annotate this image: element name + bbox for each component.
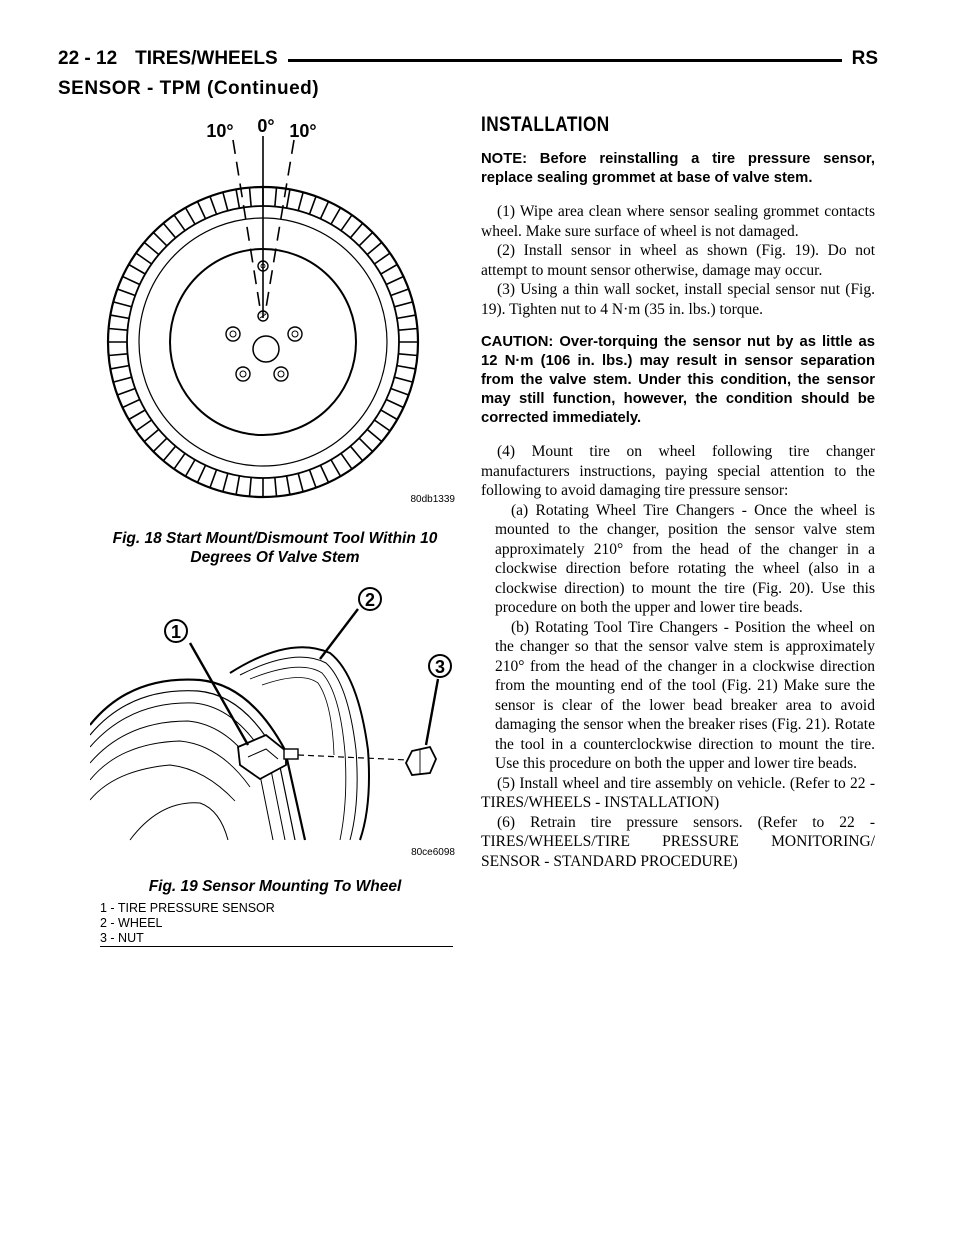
tread-mark xyxy=(298,192,303,210)
tread-mark xyxy=(210,470,216,488)
lug-hole xyxy=(274,367,288,381)
callout-1-label: 1 xyxy=(170,622,182,642)
tread-mark xyxy=(350,446,362,461)
tread-mark xyxy=(331,460,341,476)
tread-mark xyxy=(249,477,251,496)
caption-line: Fig. 18 Start Mount/Dismount Tool Within 10 xyxy=(112,530,438,547)
tread-mark xyxy=(123,276,140,284)
tread-mark xyxy=(117,289,135,295)
step-4a: (a) Rotating Wheel Tire Changers - Once the wheel is mounted to the changer, position the sensor valve stem approximately 210° from the head of the changer in a clockwise direction before rotating the wheel (also in a clockwise direction) to mount the tire (Fig. 20). Use this procedure on both the upper and lower tire beads. xyxy=(495,501,875,617)
tread-mark xyxy=(186,460,196,476)
right-ten-degree-dashed-line xyxy=(265,140,294,314)
tread-mark xyxy=(153,438,166,451)
callout-3-leader xyxy=(426,679,438,745)
tread-mark xyxy=(123,399,140,407)
legend-rule xyxy=(100,946,453,947)
tread-mark xyxy=(136,420,152,431)
tread-mark xyxy=(110,366,129,369)
left-ten-degree-dashed-line xyxy=(233,140,261,314)
lug-hole xyxy=(236,367,250,381)
tread-mark xyxy=(298,473,303,491)
legend-item: 3 - NUT xyxy=(100,931,144,945)
valve-stem-dashed-line xyxy=(298,755,408,760)
tread-mark xyxy=(197,465,205,482)
tread-mark xyxy=(381,265,397,275)
tread-mark xyxy=(109,328,128,330)
tread-mark xyxy=(113,377,131,382)
tread-mark xyxy=(144,242,159,254)
tread-mark xyxy=(367,429,382,441)
tread-mark xyxy=(359,438,372,451)
step-6: (6) Retrain tire pressure sensors. (Refer to 22 - TIRES/WHEELS/TIRE PRESSURE MONITORING/ SENSOR - STANDARD PROCEDURE) xyxy=(481,813,875,870)
tread-mark xyxy=(320,465,328,482)
tread-mark xyxy=(394,302,412,307)
tread-mark xyxy=(144,429,159,441)
installation-section xyxy=(481,112,875,871)
callout-2-label: 2 xyxy=(364,590,376,610)
tread-mark xyxy=(129,410,145,420)
tread-mark xyxy=(397,366,416,369)
tread-mark xyxy=(310,470,316,488)
step-2: (2) Install sensor in wheel as shown (Fig. 19). Do not attempt to mount sensor otherwise, damage may occur. xyxy=(481,242,875,279)
page-number: 22 - 12 xyxy=(58,48,118,69)
tread-mark xyxy=(113,302,131,307)
callout-2-leader xyxy=(320,609,358,659)
step-1: (1) Wipe area clean where sensor sealing grommet contacts wheel. Make sure surface of wheel is not damaged. xyxy=(481,203,875,240)
tread-mark xyxy=(275,477,277,496)
tread-mark xyxy=(110,315,129,318)
note-paragraph: NOTE: Before reinstalling a tire pressure sensor, replace sealing grommet at base of valve stem. xyxy=(481,151,875,187)
tread-mark xyxy=(374,253,390,264)
tread-mark xyxy=(275,188,277,207)
callout-3-label: 3 xyxy=(434,657,446,677)
tread-mark xyxy=(210,196,216,214)
tread-mark xyxy=(381,410,397,420)
sensor-nut-icon xyxy=(406,747,436,775)
step-3: (3) Using a thin wall socket, install special sensor nut (Fig. 19). Tighten nut to 4 N·m (35 in. lbs.) torque. xyxy=(481,281,875,318)
page-header xyxy=(58,44,878,74)
tread-mark xyxy=(341,215,352,231)
step-4b: (b) Rotating Tool Tire Changers - Position the wheel on the changer so that the sensor valve stem is approximately 210° from the head of the changer in a clockwise direction from the mounting end of the tool (Fig. 21) Make sure the sensor is clear of the lower bead breaker area to avoid damaging the sensor when the breaker rises (Fig. 21). Rotate the tool in a counterclockwise direction to mount the tire. Use this procedure on both the upper and lower tire beads. xyxy=(495,618,875,773)
tread-mark xyxy=(359,232,372,245)
tread-mark xyxy=(117,389,135,395)
tread-mark xyxy=(223,473,228,491)
figure-19-caption: Fig. 19 Sensor Mounting To Wheel xyxy=(148,878,402,895)
tread-mark xyxy=(249,188,251,207)
tread-mark xyxy=(153,232,166,245)
legend-item: 2 - WHEEL xyxy=(100,916,163,930)
tread-mark xyxy=(386,399,403,407)
figure-19-sensor-diagram xyxy=(90,575,460,875)
tread-mark xyxy=(136,253,152,264)
tread-mark xyxy=(367,242,382,254)
tread-mark xyxy=(374,420,390,431)
figure-18-caption xyxy=(100,530,450,567)
tread-mark xyxy=(287,476,290,495)
lug-hole xyxy=(288,327,302,341)
tread-mark xyxy=(163,223,175,238)
caption-line: Degrees Of Valve Stem xyxy=(190,548,360,566)
tread-mark xyxy=(174,453,185,469)
tread-mark xyxy=(186,208,196,224)
angle-label-center: 0° xyxy=(257,116,275,136)
tread-mark xyxy=(386,276,403,284)
section-title: TIRES/WHEELS xyxy=(135,48,278,69)
header-left xyxy=(58,48,288,70)
figure-19-legend xyxy=(100,901,275,946)
tread-mark xyxy=(398,354,417,356)
tread-mark xyxy=(397,315,416,318)
tread-mark xyxy=(197,202,205,219)
tread-mark xyxy=(223,192,228,210)
tread-mark xyxy=(109,354,128,356)
installation-title: INSTALLATION xyxy=(481,113,610,136)
tread-mark xyxy=(129,265,145,275)
tread-mark xyxy=(391,389,409,395)
lug-hole xyxy=(226,327,240,341)
model-code: RS xyxy=(842,48,878,70)
angle-label-left: 10° xyxy=(206,121,234,141)
tread-mark xyxy=(163,446,175,461)
tread-mark xyxy=(341,453,352,469)
tread-mark xyxy=(287,189,290,208)
tread-mark xyxy=(310,196,316,214)
tread-mark xyxy=(350,223,362,238)
wheel-hub-center xyxy=(253,336,279,362)
tread-mark xyxy=(320,202,328,219)
step-5: (5) Install wheel and tire assembly on vehicle. (Refer to 22 - TIRES/WHEELS - INSTALLATION) xyxy=(481,774,875,812)
tread-mark xyxy=(398,328,417,330)
tread-mark xyxy=(236,476,239,495)
figure-code: 80db1339 xyxy=(410,494,455,505)
legend-item: 1 - TIRE PRESSURE SENSOR xyxy=(100,901,275,915)
tread-mark xyxy=(391,289,409,295)
angle-label-right: 10° xyxy=(289,121,317,141)
tread-mark xyxy=(174,215,185,231)
figure-code: 80ce6098 xyxy=(411,847,455,858)
tread-mark xyxy=(394,377,412,382)
subheader: SENSOR - TPM (Continued) xyxy=(58,78,320,99)
tread-mark xyxy=(236,189,239,208)
tread-mark xyxy=(331,208,341,224)
caution-paragraph: CAUTION: Over-torquing the sensor nut by as little as 12 N·m (106 in. lbs.) may result in sensor separation from the valve stem. Under this condition, the sensor may still function, however, the condition should be corrected immediately. xyxy=(481,334,875,427)
step-4: (4) Mount tire on wheel following tire changer manufacturers instructions, paying special attention to the following to avoid damaging tire pressure sensor: xyxy=(481,443,875,500)
figure-18-tire-diagram xyxy=(90,112,460,522)
